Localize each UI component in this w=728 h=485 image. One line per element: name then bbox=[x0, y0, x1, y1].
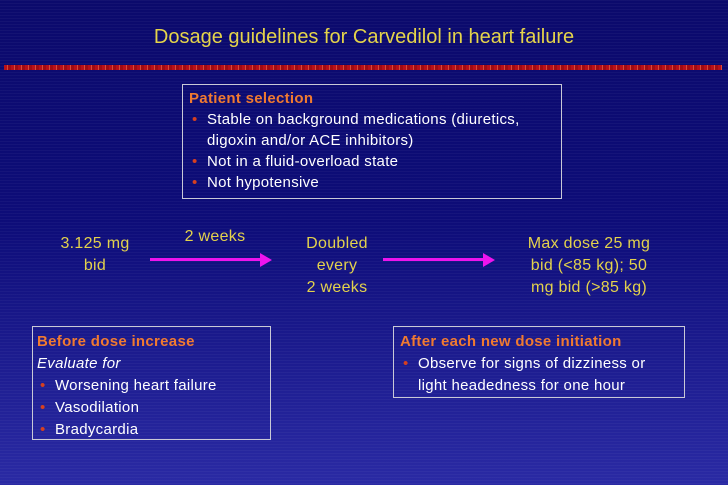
bullet-icon: • bbox=[403, 355, 409, 372]
slide-title: Dosage guidelines for Carvedilol in heart failure bbox=[153, 26, 575, 48]
arrow-icon bbox=[150, 255, 272, 265]
bullet-icon: • bbox=[40, 377, 46, 394]
patient-selection-heading: Patient selection bbox=[189, 90, 314, 107]
max-dose: Max dose 25 mg bid (<85 kg); 50 mg bid (>85 kg) bbox=[527, 235, 651, 296]
interval-label: 2 weeks bbox=[184, 228, 246, 245]
list-item: • Stable on background medications (diuretics, digoxin and/or ACE inhibitors) bbox=[192, 111, 520, 149]
before-dose-subheading: Evaluate for bbox=[37, 355, 121, 372]
arrow-icon bbox=[383, 255, 495, 265]
bullet-icon: • bbox=[40, 399, 46, 416]
after-dose-list bbox=[400, 353, 678, 397]
doubled-label: Doubled every 2 weeks bbox=[306, 235, 368, 296]
list-item: • Worsening heart failure bbox=[37, 375, 266, 397]
patient-selection-list bbox=[189, 109, 555, 193]
list-item: • Observe for signs of dizziness or light headedness for one hour bbox=[403, 355, 646, 394]
list-item: • Not in a fluid-overload state bbox=[192, 153, 399, 170]
patient-selection-box bbox=[182, 84, 562, 199]
bullet-icon: • bbox=[40, 421, 46, 438]
bullet-icon: • bbox=[192, 153, 198, 170]
bullet-icon: • bbox=[192, 111, 198, 128]
after-dose-heading: After each new dose initiation bbox=[400, 333, 622, 350]
before-dose-heading: Before dose increase bbox=[37, 333, 195, 350]
after-dose-initiation-box bbox=[393, 326, 685, 398]
before-dose-increase-box bbox=[32, 326, 271, 440]
start-dose: 3.125 mg bid bbox=[60, 235, 130, 274]
list-item: • Not hypotensive bbox=[192, 174, 320, 191]
bullet-icon: • bbox=[192, 174, 198, 191]
title-divider bbox=[4, 65, 722, 70]
before-dose-list bbox=[37, 375, 266, 441]
list-item: • Bradycardia bbox=[37, 419, 266, 441]
list-item: • Vasodilation bbox=[37, 397, 266, 419]
